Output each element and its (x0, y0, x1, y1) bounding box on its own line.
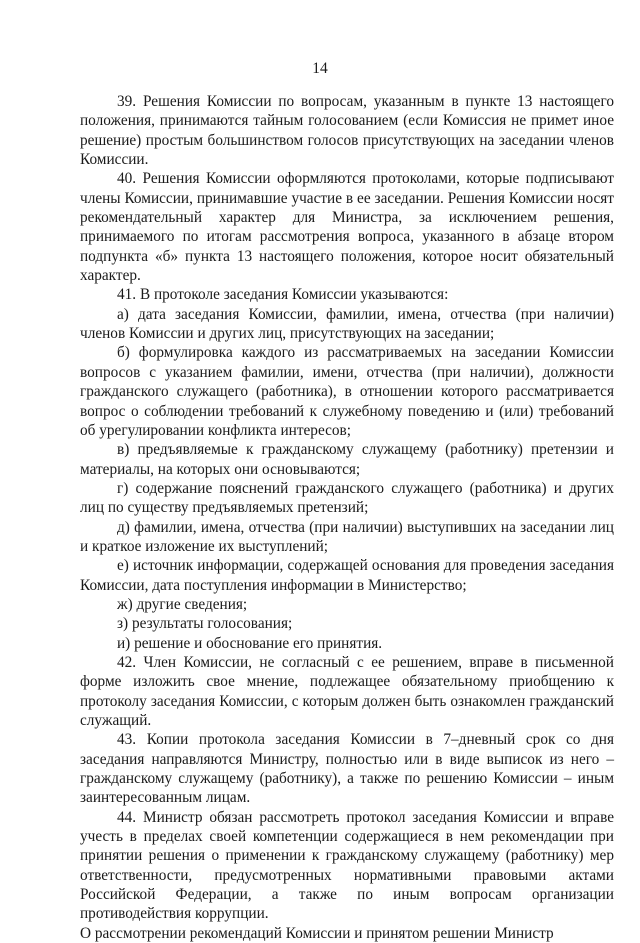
paragraph-43: 43. Копии протокола заседания Комиссии в 7–дневный срок со дня заседания направляются Министру, полностью или в виде выписок из него – гражданскому служащему (работнику), а также по решению Комиссии – иным заинтересованным лицам. (80, 731, 614, 807)
paragraph-39: 39. Решения Комиссии по вопросам, указанным в пункте 13 настоящего положения, принимаются тайным голосованием (если Комиссия не примет иное решение) простым большинством голосов присутствующих на заседании членов Комиссии. (80, 93, 614, 169)
subparagraph-a: а) дата заседания Комиссии, фамилии, имена, отчества (при наличии) членов Комиссии и других лиц, присутствующих на заседании; (80, 305, 614, 343)
paragraph-44: 44. Министр обязан рассмотреть протокол заседания Комиссии и вправе учесть в пределах своей компетенции содержащиеся в нем рекомендации при принятии решения о применении к гражданскому служащему (работнику) мер ответственности, предусмотренных нормативными правовыми актами Российской Федерации, а также по иным вопросам организации противодействия коррупции. (80, 808, 614, 923)
paragraph-42: 42. Член Комиссии, не согласный с ее решением, вправе в письменной форме изложить свое мнение, подлежащее обязательному приобщению к протоколу заседания Комиссии, с которым должен быть ознакомлен гражданский служащий. (80, 653, 614, 729)
subparagraph-d: д) фамилии, имена, отчества (при наличии) выступивших на заседании лиц и краткое изложение их выступлений; (80, 518, 614, 555)
subparagraph-g: г) содержание пояснений гражданского служащего (работника) и других лиц по существу предъявляемых претензий; (80, 479, 614, 517)
continuation-line: О рассмотрении рекомендаций Комиссии и принятом решении Министр (80, 924, 554, 942)
paragraph-41: 41. В протоколе заседания Комиссии указываются: (117, 286, 449, 304)
subparagraph-e: е) источник информации, содержащей основания для проведения заседания Комиссии, дата поступления информации в Министерство; (80, 557, 614, 594)
subparagraph-v: в) предъявляемые к гражданскому служащему (работнику) претензии и материалы, на которых они основываются; (80, 441, 614, 478)
paragraph-40: 40. Решения Комиссии оформляются протоколами, которые подписывают члены Комиссии, принимавшие участие в ее заседании. Решения Комиссии носят рекомендательный характер для Министра, за исключением решения, принимаемого по итогам рассмотрения вопроса, указанного в абзаце втором подпункта «б» пункта 13 настоящего положения, которое носит обязательный характер. (80, 170, 614, 285)
subparagraph-b: б) формулировка каждого из рассматриваемых на заседании Комиссии вопросов с указанием фамилии, имени, отчества (при наличии), должности гражданского служащего (работника), в отношении которого рассматривается вопрос о соблюдении требований к служебному поведению и (или) требований об урегулировании конфликта интересов; (80, 344, 614, 439)
page-number: 14 (312, 60, 328, 77)
document-body (80, 92, 614, 943)
subparagraph-z: з) результаты голосования; (117, 615, 293, 633)
subparagraph-zh: ж) другие сведения; (117, 595, 248, 613)
subparagraph-i: и) решение и обоснование его принятия. (117, 634, 383, 652)
